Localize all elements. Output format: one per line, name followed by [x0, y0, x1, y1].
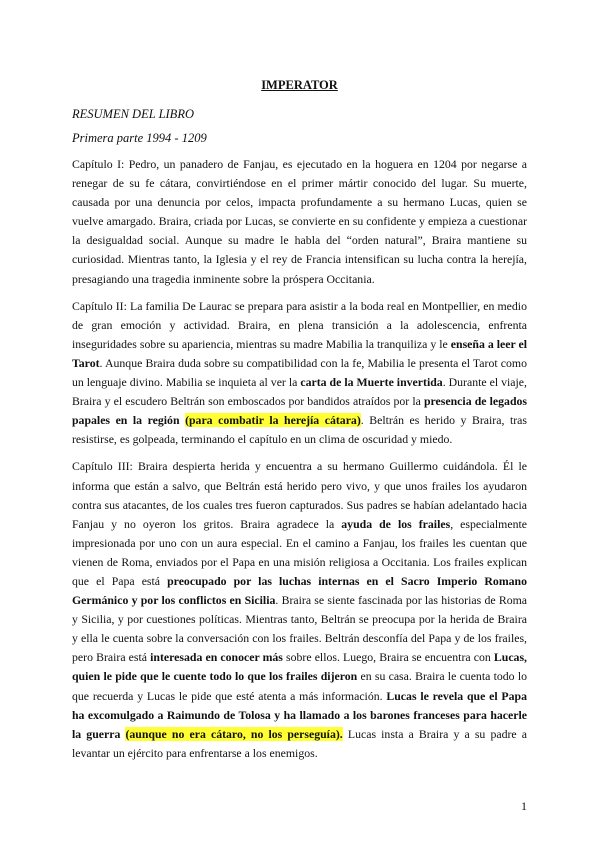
chapter-3-text: Lucas insta a Braira y a su padre a levantar un ejército para enfrentarse a los enemigos.: [72, 726, 527, 760]
chapter-2-bold-legates: presencia de legados papales en la región: [72, 394, 527, 428]
document-subtitle: RESUMEN DEL LIBRO: [72, 107, 194, 121]
page-number: 1: [521, 799, 527, 813]
chapter-2-bold-tarot: enseña a leer el Tarot: [72, 336, 527, 370]
chapter-2-text: . Aunque Braira duda sobre su compatibilidad con la fe, Mabilia le presenta el Tarot como un lenguaje divino. Mabilia se inquieta al ver la: [72, 355, 527, 390]
chapter-3-text: en su casa. Braira le cuenta todo lo que recuerda y Lucas le pide que esté atenta a más información.: [72, 669, 527, 703]
chapter-2-text: . Durante el viaje, Braira y el escudero Beltrán son emboscados por bandidos atraídos por la: [72, 375, 527, 409]
chapter-3-text: sobre ellos. Luego, Braira se encuentra con: [282, 650, 494, 665]
chapter-1-paragraph: [72, 155, 527, 289]
chapter-3-paragraph: [72, 457, 527, 763]
chapter-2-text: . Beltrán es herido y Braira, tras resistirse, es golpeada, terminando el capítulo en un clima de oscuridad y miedo.: [72, 413, 527, 447]
document-title: IMPERATOR: [261, 78, 338, 92]
chapter-2-text: Capítulo II: La familia De Laurac se prepara para asistir a la boda real en Montpellier, en medio de gran emoción y actividad. Braira, en plena transición a la adolescencia, enfrenta inseguridades sobre su apariencia, mientras su madre Mabilia la tranquiliza y le: [72, 298, 527, 351]
chapter-3-text: . Braira se siente fascinada por las historias de Roma y Sicilia, y por cuestiones políticas. Mientras tanto, Beltrán se preocupa por la herida de Braira y ella le cuenta sobre la conversación con los frailes. Beltrán desconfía del Papa y de los frailes, pero Braira está: [72, 593, 528, 665]
chapter-3-bold-friars-help: ayuda de los frailes: [341, 516, 451, 531]
chapter-3-bold-lucas-request: Lucas, quien le pide que le cuente todo lo que los frailes dijeron: [72, 650, 527, 684]
document-page: [72, 78, 527, 771]
chapter-1-text: Capítulo I: Pedro, un panadero de Fanjau, es ejecutado en la hoguera en 1204 por negarse a renegar de su fe cátara, convirtiéndose en el primer mártir conocido del lugar. Su muerte, causada por una denuncia por celos, impacta profundamente a su hermano Lucas, quien se vuelve amargado. Braira, criada por Lucas, se convierte en su confidente y empieza a cuestionar la desigualdad social. Aunque su madre le habla del “orden natural”, Braira mantiene su curiosidad. Mientras tanto, la Iglesia y el rey de Francia intensifican su lucha contra la herejía, presagiando una tragedia inminente sobre la próspera Occitania.: [72, 157, 527, 286]
chapter-3-bold-excommunication: Lucas le revela que el Papa ha excomulgado a Raimundo de Tolosa y ha llamado a los barones franceses para hacerle la guerra: [72, 688, 527, 741]
section-heading: Primera parte 1994 - 1209: [72, 131, 207, 145]
chapter-2-highlight: (para combatir la herejía cátara): [185, 413, 361, 428]
chapter-2-bold-death-card: carta de la Muerte invertida: [300, 375, 443, 390]
chapter-3-bold-pope-worries: preocupado por las luchas internas en el Sacro Imperio Romano Germánico y por los conflictos en Sicilia: [72, 573, 527, 608]
chapter-3-text: Capítulo III: Braira despierta herida y encuentra a su hermano Guillermo cuidándola. Él le informa que están a salvo, que Beltrán está herido pero vivo, y que unos frailes los ayudaron contra sus atacantes, de los cuales tres fueron capturados. Sus padres se habían adelantado hacia Fanjau y no oyeron los gritos. Braira agradece la: [72, 459, 527, 531]
chapter-3-highlight: (aunque no era cátaro, no los perseguía).: [125, 726, 343, 741]
chapter-2-paragraph: [72, 297, 527, 450]
chapter-3-text: , especialmente impresionada por uno con un aura especial. En el camino a Fanjau, los frailes les cuentan que vienen de Roma, enviados por el Papa en una misión religiosa a Occitania. Los frailes explican que el Papa está: [72, 516, 527, 588]
chapter-3-bold-interest: interesada en conocer más: [150, 650, 283, 665]
